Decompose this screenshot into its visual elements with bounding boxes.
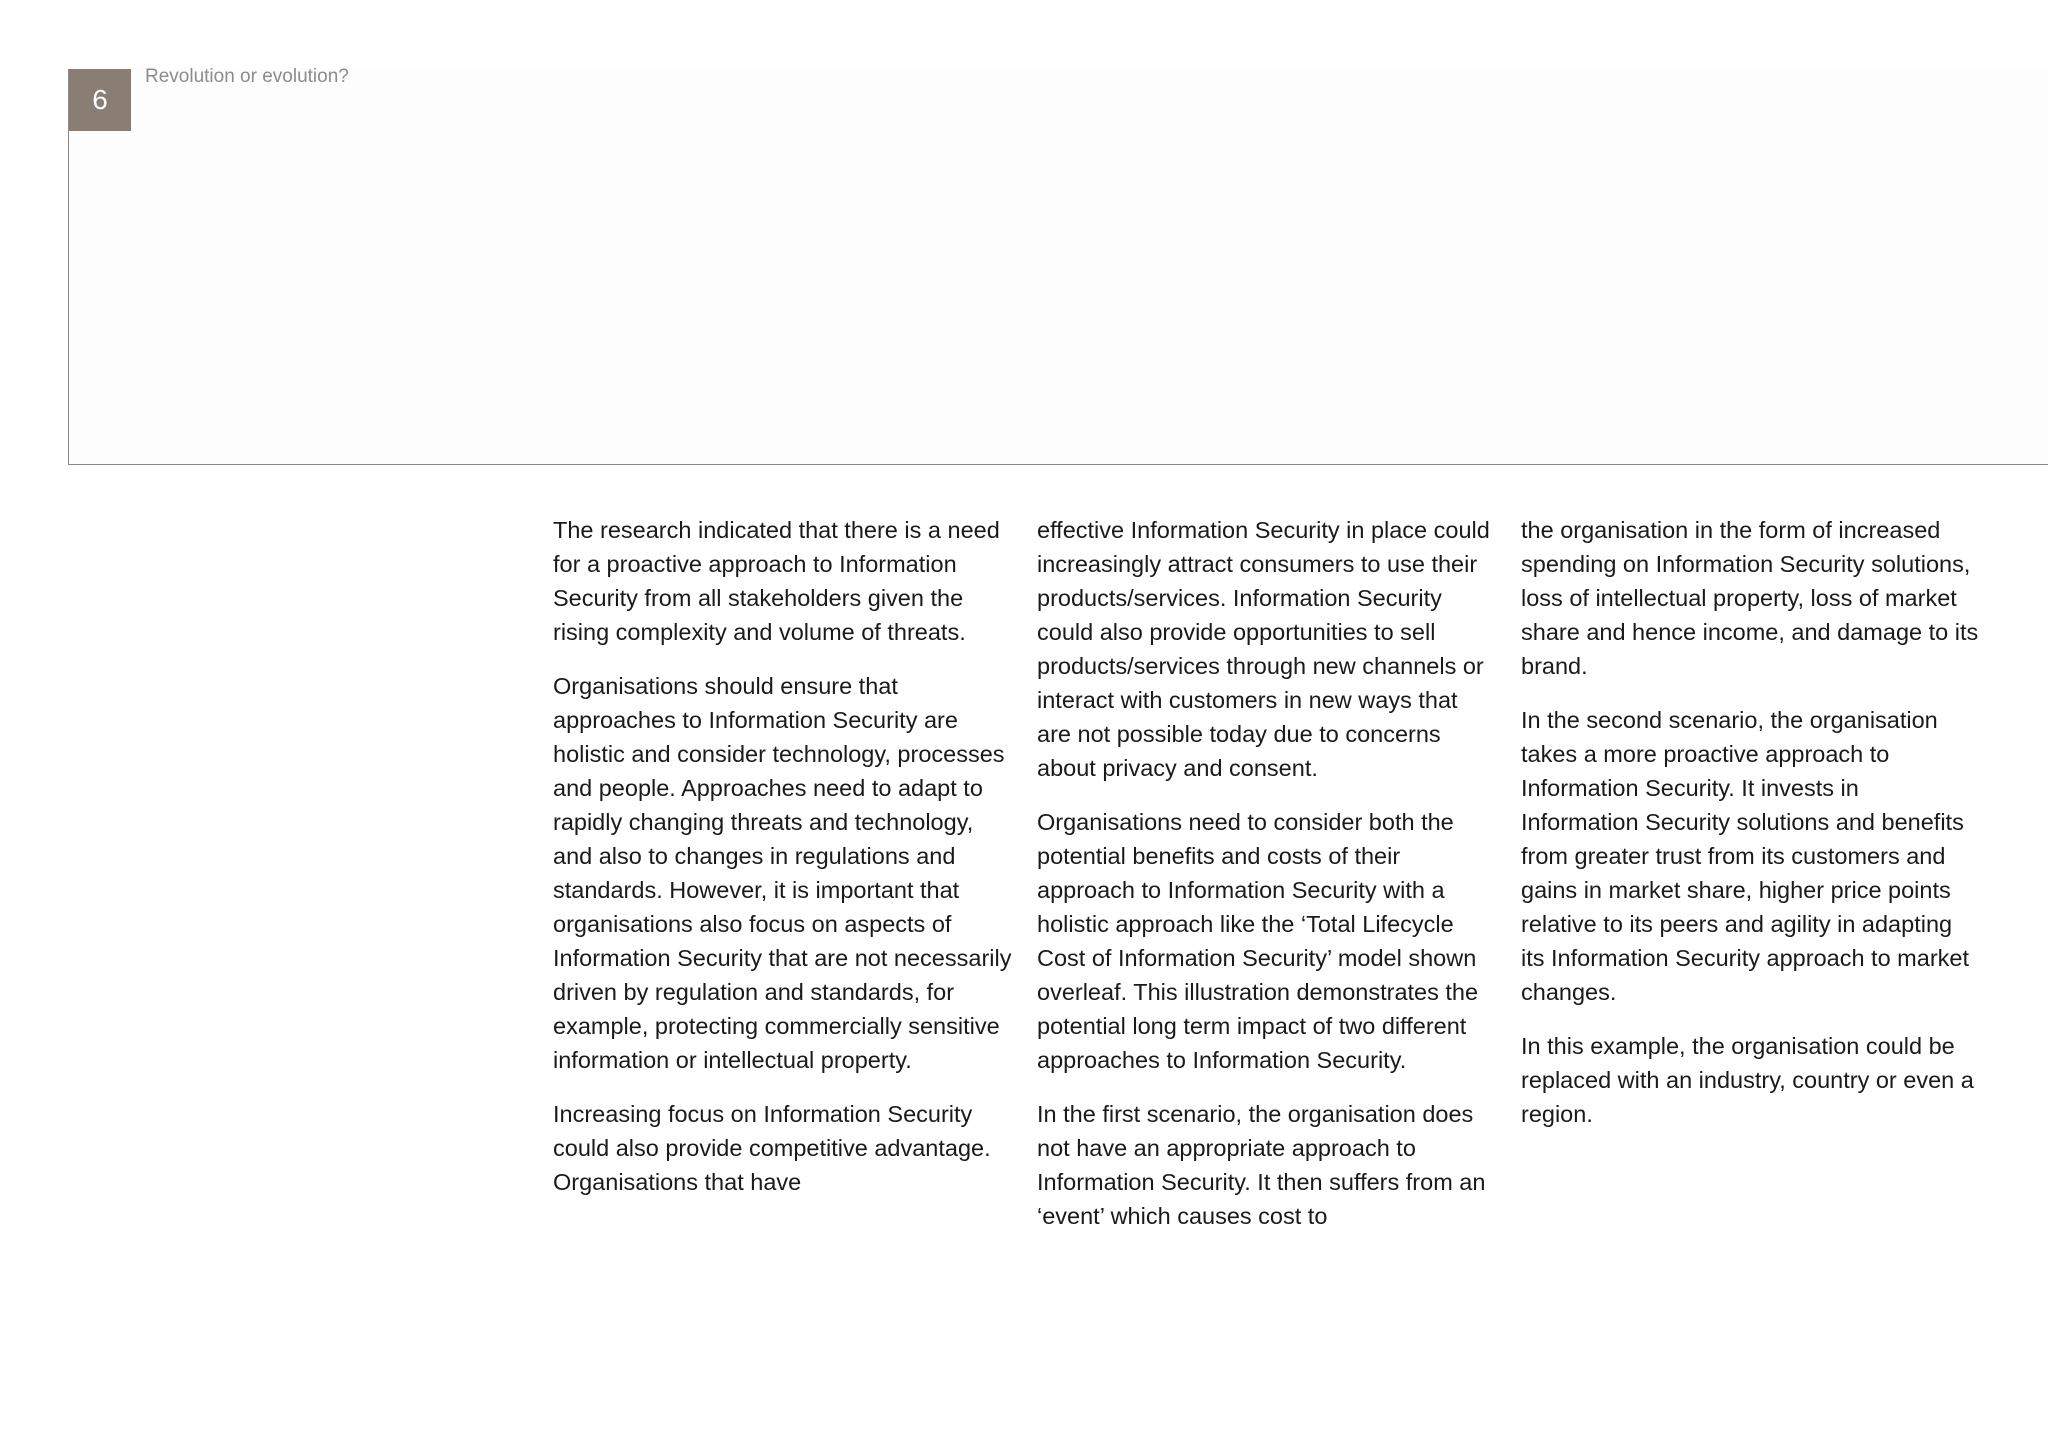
paragraph: In the second scenario, the organisation takes a more proactive approach to Information Security. It invests in Information Security solutions and benefits from greater trust from its customers and gains in market share, higher price points relative to its peers and agility in adapting its Information Security approach to market changes.	[1521, 707, 1970, 1005]
header-frame	[68, 69, 2048, 465]
text-column-1	[553, 513, 1013, 1219]
paragraph: Increasing focus on Information Security could also provide competitive advantage. Organisations that have	[553, 1101, 991, 1195]
page-number-badge: 6	[69, 69, 131, 131]
paragraph: In this example, the organisation could be replaced with an industry, country or even a region.	[1521, 1033, 1974, 1127]
text-column-2	[1037, 513, 1497, 1253]
running-title: Revolution or evolution?	[145, 66, 349, 87]
paragraph: the organisation in the form of increased spending on Information Security solutions, loss of intellectual property, loss of market share and hence income, and damage to its brand.	[1521, 517, 1979, 679]
text-column-3	[1521, 513, 1981, 1151]
paragraph: effective Information Security in place could increasingly attract consumers to use their products/services. Information Security could also provide opportunities to sell products/services through new channels or interact with customers in new ways that are not possible today due to concerns about privacy and consent.	[1037, 517, 1490, 781]
paragraph: In the first scenario, the organisation does not have an appropriate approach to Information Security. It then suffers from an ‘event’ which causes cost to	[1037, 1101, 1486, 1229]
paragraph: Organisations should ensure that approaches to Information Security are holistic and consider technology, processes and people. Approaches need to adapt to rapidly changing threats and technology, and also to changes in regulations and standards. However, it is important that organisations also focus on aspects of Information Security that are not necessarily driven by regulation and standards, for example, protecting commercially sensitive information or intellectual property.	[553, 673, 1012, 1073]
paragraph: Organisations need to consider both the potential benefits and costs of their approach to Information Security with a holistic approach like the ‘Total Lifecycle Cost of Information Security’ model shown overleaf. This illustration demonstrates the potential long term impact of two different approaches to Information Security.	[1037, 809, 1479, 1073]
paragraph: The research indicated that there is a need for a proactive approach to Information Security from all stakeholders given the rising complexity and volume of threats.	[553, 517, 1000, 645]
